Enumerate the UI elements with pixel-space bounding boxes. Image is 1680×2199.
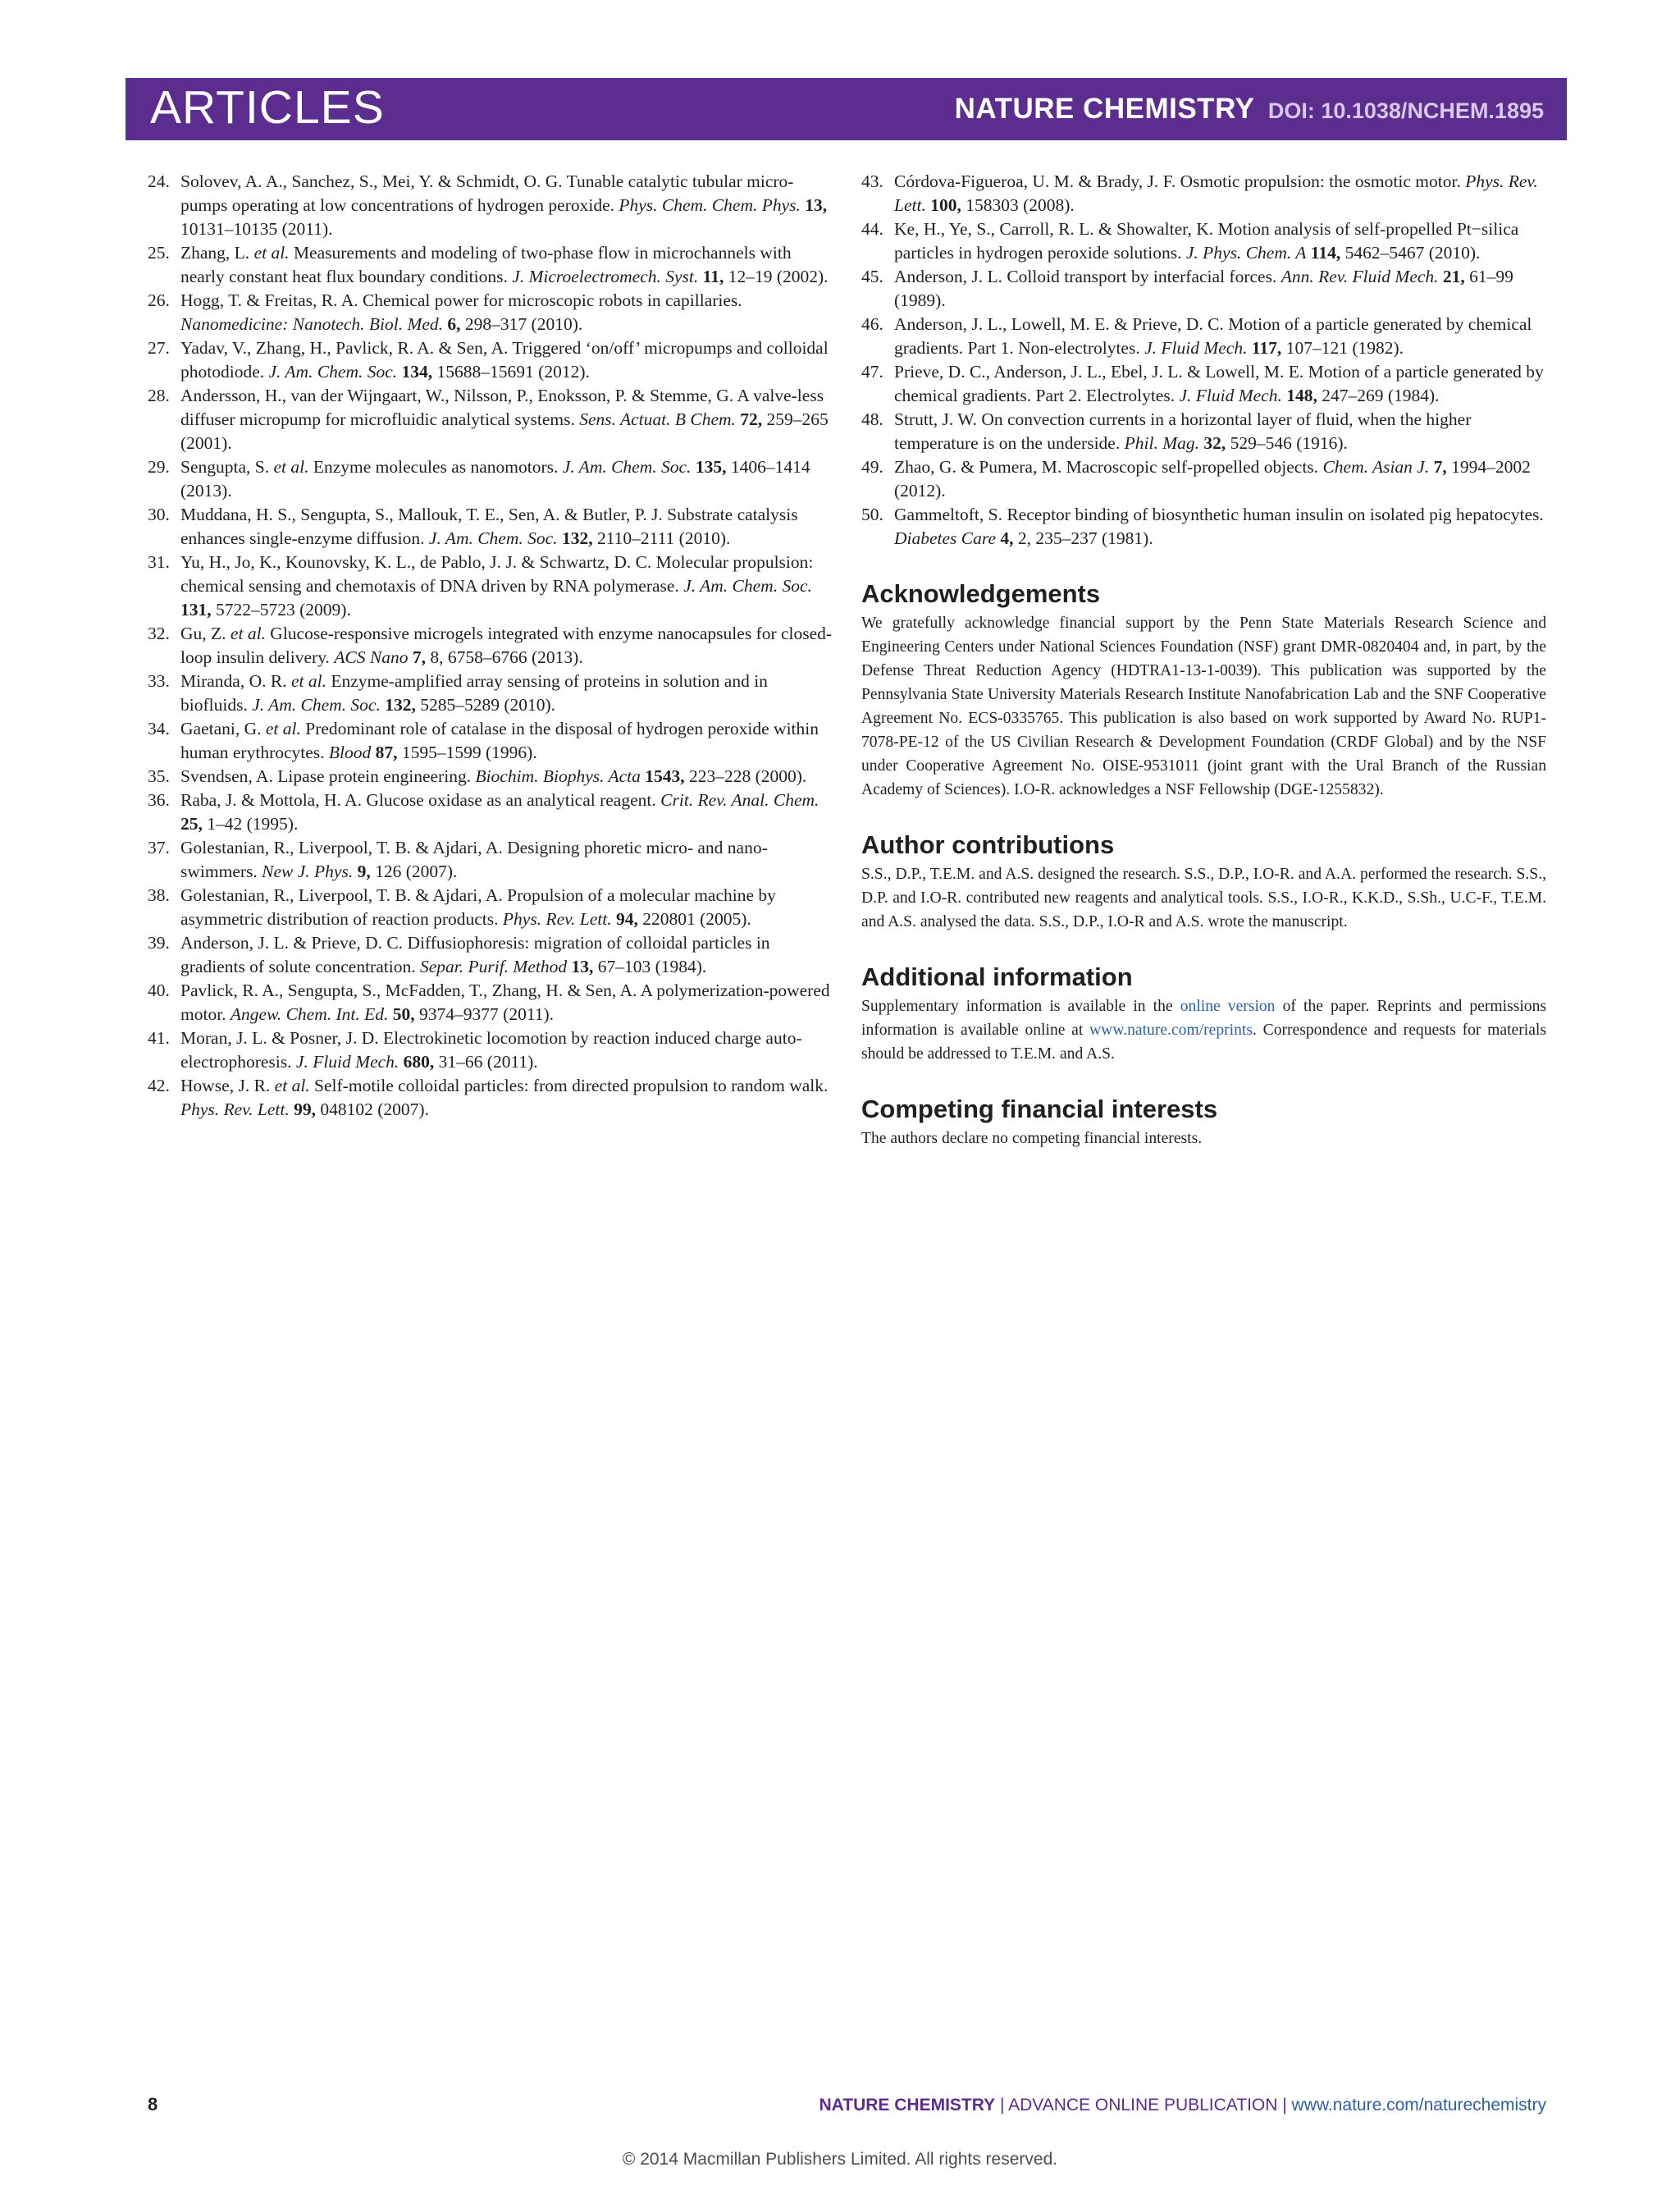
reference-number: 28. (148, 386, 170, 405)
reference-item (148, 241, 833, 289)
reference-text: Córdova-Figueroa, U. M. & Brady, J. F. Osmotic propulsion: the osmotic motor. (894, 171, 1466, 191)
reference-item (148, 717, 833, 765)
competing-interests-heading: Competing financial interests (861, 1095, 1218, 1123)
reference-text: Prieve, D. C., Anderson, J. L., Ebel, J. L. & Lowell, M. E. Motion of a particle generated by chemical gradients. Part 2. Electrolytes. (894, 362, 1544, 405)
copyright-notice: © 2014 Macmillan Publishers Limited. All rights reserved. (622, 2150, 1058, 2169)
author-contributions-section (861, 830, 1546, 934)
reference-volume: 131, (180, 600, 212, 619)
footer-publication-info (819, 2096, 1546, 2115)
reference-journal: ACS Nano (334, 647, 409, 667)
reference-journal: Phys. Rev. Lett. (502, 909, 612, 929)
reference-text: Strutt, J. W. On convection currents in a horizontal layer of fluid, when the higher temperature is on the underside. (894, 409, 1472, 453)
reference-journal: Phys. Rev. Lett. (894, 171, 1538, 215)
reference-text: Moran, J. L. & Posner, J. D. Electrokinetic locomotion by reaction induced charge auto-electrophoresis. (180, 1028, 802, 1072)
reference-text: 1595–1599 (1996). (397, 743, 537, 762)
reference-number: 34. (148, 719, 170, 738)
reference-item (861, 360, 1546, 408)
reference-text: Ke, H., Ye, S., Carroll, R. L. & Showalter, K. Motion analysis of self-propelled Pt−silica particles in hydrogen peroxide solutions. (894, 219, 1519, 263)
reference-item (148, 289, 833, 336)
reference-text: 220801 (2005). (637, 909, 751, 929)
reference-text: Enzyme-amplified array sensing of proteins in solution and in biofluids. (180, 671, 768, 715)
reference-text: 048102 (2007). (316, 1100, 429, 1119)
reference-text: 1406–1414 (2013). (180, 457, 810, 501)
reference-journal: Sens. Actuat. B Chem. (579, 409, 736, 429)
reference-item (861, 455, 1546, 503)
reference-item (148, 503, 833, 551)
reference-number: 46. (861, 314, 883, 334)
reference-volume: 135, (695, 457, 727, 477)
reference-text: Raba, J. & Mottola, H. A. Glucose oxidase as an analytical reagent. (180, 790, 661, 810)
reference-text: Muddana, H. S., Sengupta, S., Mallouk, T. E., Sen, A. & Butler, P. J. Substrate catalysis enhances single-enzyme diffusion. (180, 505, 798, 548)
reference-journal: J. Am. Chem. Soc. (428, 528, 558, 548)
reference-text: Measurements and modeling of two-phase flow in microchannels with nearly constant heat flux boundary conditions. (180, 243, 792, 286)
reference-journal: J. Fluid Mech. (295, 1052, 399, 1072)
reference-journal: Biochim. Biophys. Acta (475, 766, 641, 786)
reference-number: 29. (148, 457, 170, 477)
journal-name: NATURE CHEMISTRY (954, 93, 1255, 125)
reference-number: 44. (861, 219, 883, 239)
reference-volume: 148, (1286, 386, 1317, 405)
section-label: ARTICLES (150, 81, 385, 134)
reference-volume: 4, (1000, 528, 1014, 548)
reference-item (861, 265, 1546, 313)
reference-journal: Blood (328, 743, 372, 762)
reference-item (148, 336, 833, 384)
reference-volume: 11, (702, 267, 724, 286)
additional-information-section (861, 962, 1546, 1066)
reference-number: 30. (148, 505, 170, 524)
reference-text: 126 (2007). (370, 862, 458, 881)
footer-url-link[interactable]: www.nature.com/naturechemistry (1291, 2096, 1546, 2114)
reference-text: 247–269 (1984). (1317, 386, 1440, 405)
reference-text: 5462–5467 (2010). (1340, 243, 1481, 263)
additional-information-body (861, 994, 1546, 1066)
reference-item (861, 217, 1546, 265)
reference-number: 45. (861, 267, 883, 286)
reference-journal: Crit. Rev. Anal. Chem. (660, 790, 819, 810)
reference-text: Self-motile colloidal particles: from directed propulsion to random walk. (309, 1076, 829, 1095)
reference-item (148, 836, 833, 884)
reference-volume: 25, (180, 814, 203, 834)
reference-journal: J. Fluid Mech. (1144, 338, 1248, 358)
reference-number: 32. (148, 624, 170, 643)
reference-item (148, 670, 833, 717)
reference-volume: 50, (392, 1004, 415, 1024)
reference-number: 27. (148, 338, 170, 358)
reference-journal: Separ. Purif. Method (419, 957, 568, 976)
reference-volume: 9, (357, 862, 371, 881)
reference-text: 1–42 (1995). (202, 814, 299, 834)
reference-item (148, 551, 833, 622)
reference-journal: et al. (265, 719, 301, 738)
reference-list-right (861, 170, 1546, 551)
reference-text: 158303 (2008). (961, 195, 1075, 215)
reference-list-left (148, 170, 833, 1122)
reference-journal: Ann. Rev. Fluid Mech. (1281, 267, 1439, 286)
reference-number: 49. (861, 457, 883, 477)
author-contributions-body: S.S., D.P., T.E.M. and A.S. designed the research. S.S., D.P., I.O-R. and A.A. performed the research. S.S., D.P. and I.O-R. contributed new reagents and analytical tools. S.S., I.O-R., K.K.D., S.Sh., U.C-F., T.E.M. and A.S. analysed the data. S.S., D.P., I.O-R and A.S. wrote the manuscript. (861, 866, 1546, 930)
reference-number: 36. (148, 790, 170, 810)
reference-journal: et al. (230, 624, 266, 643)
reference-text: 107–121 (1982). (1281, 338, 1404, 358)
reference-item (148, 384, 833, 455)
reference-journal: Chem. Asian J. (1322, 457, 1430, 477)
reference-volume: 1543, (645, 766, 685, 786)
reference-text: Gu, Z. (180, 624, 231, 643)
footer-separator: | (1277, 2096, 1292, 2114)
competing-interests-body: The authors declare no competing financial interests. (861, 1130, 1203, 1147)
reference-number: 43. (861, 171, 883, 191)
header-bar (126, 78, 1567, 140)
competing-interests-section (861, 1094, 1546, 1150)
reference-journal: et al. (253, 243, 290, 263)
reference-item (148, 789, 833, 836)
reference-volume: 680, (403, 1052, 435, 1072)
reference-text: 9374–9377 (2011). (414, 1004, 555, 1024)
reference-journal: Nanomedicine: Nanotech. Biol. Med. (180, 314, 444, 334)
reference-journal: J. Am. Chem. Soc. (252, 695, 381, 715)
reference-volume: 7, (1433, 457, 1447, 477)
reference-item (148, 884, 833, 931)
reference-journal: J. Am. Chem. Soc. (562, 457, 692, 477)
reference-journal: Diabetes Care (894, 528, 997, 548)
reference-text: Gammeltoft, S. Receptor binding of biosynthetic human insulin on isolated pig hepatocytes. (894, 505, 1544, 524)
reference-text: Andersson, H., van der Wijngaart, W., Nilsson, P., Enoksson, P. & Stemme, G. A valve-less diffuser micropump for microfluidic analytical systems. (180, 386, 824, 429)
acknowledgements-body: We gratefully acknowledge financial support by the Penn State Materials Research Science and Engineering Centers under National Sciences Foundation (NSF) grant DMR-0820404 and, in part, by the Defense Threat Reduction Agency (HDTRA1-13-1-0039). This publication was supported by the Pennsylvania State University Materials Research Institute Nanofabrication Lab and the SNF Cooperative Agreement No. ECS-0335765. This publication is also based on work supported by Award No. RUP1-7078-PE-12 of the US Civilian Research & Development Foundation (CRDF Global) and by the NSF under Cooperative Agreement No. OISE-9531011 (joint grant with the Ural Branch of the Russian Academy of Sciences). I.O-R. acknowledges a NSF Fellowship (DGE-1255832). (861, 615, 1546, 798)
reference-journal: Angew. Chem. Int. Ed. (230, 1004, 389, 1024)
reference-volume: 72, (740, 409, 763, 429)
reference-item (148, 979, 833, 1026)
reference-number: 38. (148, 885, 170, 905)
reference-text: 12–19 (2002). (724, 267, 829, 286)
reference-number: 35. (148, 766, 170, 786)
reference-journal: Phil. Mag. (1124, 433, 1199, 453)
reference-number: 47. (861, 362, 883, 382)
reference-volume: 114, (1310, 243, 1341, 263)
reference-number: 42. (148, 1076, 170, 1095)
reference-item (148, 170, 833, 241)
reference-journal: J. Am. Chem. Soc. (268, 362, 398, 382)
reference-text: Enzyme molecules as nanomotors. (308, 457, 563, 477)
left-column (148, 170, 833, 1122)
reference-text: 2110–2111 (2010). (592, 528, 731, 548)
reference-volume: 32, (1203, 433, 1226, 453)
reference-text: Svendsen, A. Lipase protein engineering. (180, 766, 476, 786)
reference-text: 1994–2002 (2012). (894, 457, 1531, 501)
reference-text: Predominant role of catalase in the disposal of hydrogen peroxide within human erythrocytes. (180, 719, 819, 762)
reference-item (148, 765, 833, 789)
reference-item (148, 1026, 833, 1074)
reference-number: 24. (148, 171, 170, 191)
reference-text: Gaetani, G. (180, 719, 266, 738)
reference-text: 31–66 (2011). (434, 1052, 538, 1072)
reference-item (148, 622, 833, 670)
reference-item (861, 408, 1546, 455)
reference-number: 26. (148, 290, 170, 310)
reference-text: Howse, J. R. (180, 1076, 275, 1095)
online-version-link[interactable]: online version (1180, 998, 1276, 1015)
reference-journal: J. Phys. Chem. A (1185, 243, 1307, 263)
reference-volume: 21, (1442, 267, 1465, 286)
reference-text: Zhang, L. (180, 243, 254, 263)
reference-journal: Phys. Chem. Chem. Phys. (619, 195, 801, 215)
reference-text: Yadav, V., Zhang, H., Pavlick, R. A. & Sen, A. Triggered ‘on/off’ micropumps and colloidal photodiode. (180, 338, 829, 382)
reference-number: 41. (148, 1028, 170, 1048)
footer-journal: NATURE CHEMISTRY (819, 2096, 996, 2114)
reference-item (148, 1074, 833, 1122)
reference-journal: New J. Phys. (262, 862, 354, 881)
acknowledgements-section (861, 578, 1546, 802)
reference-text: 5722–5723 (2009). (211, 600, 351, 619)
reference-volume: 13, (805, 195, 828, 215)
reference-item (861, 170, 1546, 217)
reference-text: Miranda, O. R. (180, 671, 291, 691)
additional-info-text-3: . Correspondence and requests for materials should be addressed to T.E.M. and A.S. (861, 1022, 1546, 1063)
reprints-link[interactable]: www.nature.com/reprints (1089, 1022, 1253, 1039)
author-contributions-heading: Author contributions (861, 830, 1115, 859)
reference-text: 10131–10135 (2011). (180, 219, 333, 239)
reference-item (861, 503, 1546, 551)
reference-text: 5285–5289 (2010). (415, 695, 556, 715)
page-footer (148, 2094, 1546, 2119)
reference-text: 529–546 (1916). (1226, 433, 1348, 453)
right-column (861, 170, 1546, 1150)
reference-volume: 87, (375, 743, 398, 762)
reference-text: Anderson, J. L. Colloid transport by interfacial forces. (894, 267, 1281, 286)
reference-volume: 132, (385, 695, 416, 715)
reference-text: 8, 6758–6766 (2013). (426, 647, 583, 667)
additional-info-text-1: Supplementary information is available in the (861, 998, 1180, 1015)
reference-text: Pavlick, R. A., Sengupta, S., McFadden, T., Zhang, H. & Sen, A. A polymerization-powered motor. (180, 981, 830, 1024)
reference-number: 40. (148, 981, 170, 1000)
reference-journal: J. Am. Chem. Soc. (683, 576, 812, 596)
reference-text: Solovev, A. A., Sanchez, S., Mei, Y. & Schmidt, O. G. Tunable catalytic tubular micro-pumps operating at low concentrations of hydrogen peroxide. (180, 171, 794, 215)
doi-label: DOI: 10.1038/NCHEM.1895 (1267, 98, 1544, 123)
reference-text: 61–99 (1989). (894, 267, 1513, 310)
reference-volume: 6, (447, 314, 461, 334)
reference-journal: J. Fluid Mech. (1179, 386, 1282, 405)
page-number: 8 (148, 2094, 158, 2114)
reference-number: 33. (148, 671, 170, 691)
reference-text: 259–265 (2001). (180, 409, 829, 453)
reference-text: Golestanian, R., Liverpool, T. B. & Ajdari, A. Designing phoretic micro- and nano-swimmers. (180, 838, 768, 881)
reference-volume: 13, (571, 957, 594, 976)
reference-journal: et al. (273, 457, 309, 477)
reference-text: Sengupta, S. (180, 457, 274, 477)
reference-text: 67–103 (1984). (593, 957, 707, 976)
reference-volume: 134, (401, 362, 433, 382)
reference-text: 298–317 (2010). (460, 314, 583, 334)
footer-publication: ADVANCE ONLINE PUBLICATION (1008, 2096, 1278, 2114)
reference-item (861, 313, 1546, 360)
reference-text: 223–228 (2000). (684, 766, 807, 786)
reference-number: 25. (148, 243, 170, 263)
reference-text: Golestanian, R., Liverpool, T. B. & Ajdari, A. Propulsion of a molecular machine by asymmetric distribution of reaction products. (180, 885, 776, 929)
reference-number: 31. (148, 552, 170, 572)
reference-volume: 94, (616, 909, 638, 929)
reference-journal: et al. (290, 671, 326, 691)
reference-volume: 99, (294, 1100, 316, 1119)
reference-volume: 100, (930, 195, 961, 215)
reference-number: 50. (861, 505, 883, 524)
reference-item (148, 455, 833, 503)
reference-journal: Phys. Rev. Lett. (180, 1100, 290, 1119)
reference-volume: 132, (561, 528, 593, 548)
reference-number: 37. (148, 838, 170, 857)
reference-text: Glucose-responsive microgels integrated with enzyme nanocapsules for closed-loop insulin delivery. (180, 624, 833, 667)
reference-text: Yu, H., Jo, K., Kounovsky, K. L., de Pablo, J. J. & Schwartz, D. C. Molecular propulsion: chemical sensing and chemotaxis of DNA driven by RNA polymerase. (180, 552, 814, 596)
reference-journal: J. Microelectromech. Syst. (512, 267, 699, 286)
header-journal-doi (955, 93, 1544, 126)
reference-text: 15688–15691 (2012). (432, 362, 590, 382)
reference-volume: 117, (1251, 338, 1282, 358)
reference-number: 39. (148, 933, 170, 953)
reference-text: Anderson, J. L. & Prieve, D. C. Diffusiophoresis: migration of colloidal particles in gradients of solute concentration. (180, 933, 770, 976)
reference-text: 2, 235–237 (1981). (1013, 528, 1153, 548)
additional-information-heading: Additional information (861, 962, 1133, 991)
reference-number: 48. (861, 409, 883, 429)
reference-text: Anderson, J. L., Lowell, M. E. & Prieve, D. C. Motion of a particle generated by chemical gradients. Part 1. Non-electrolytes. (894, 314, 1532, 358)
reference-item (148, 931, 833, 979)
additional-info-text-2: of the paper. Reprints and permissions information is available online at (861, 998, 1546, 1039)
reference-text: Hogg, T. & Freitas, R. A. Chemical power for microscopic robots in capillaries. (180, 290, 742, 310)
footer-separator: | (995, 2096, 1009, 2114)
reference-text: Zhao, G. & Pumera, M. Macroscopic self-propelled objects. (894, 457, 1323, 477)
reference-journal: et al. (274, 1076, 310, 1095)
acknowledgements-heading: Acknowledgements (861, 579, 1101, 608)
reference-volume: 7, (412, 647, 427, 667)
